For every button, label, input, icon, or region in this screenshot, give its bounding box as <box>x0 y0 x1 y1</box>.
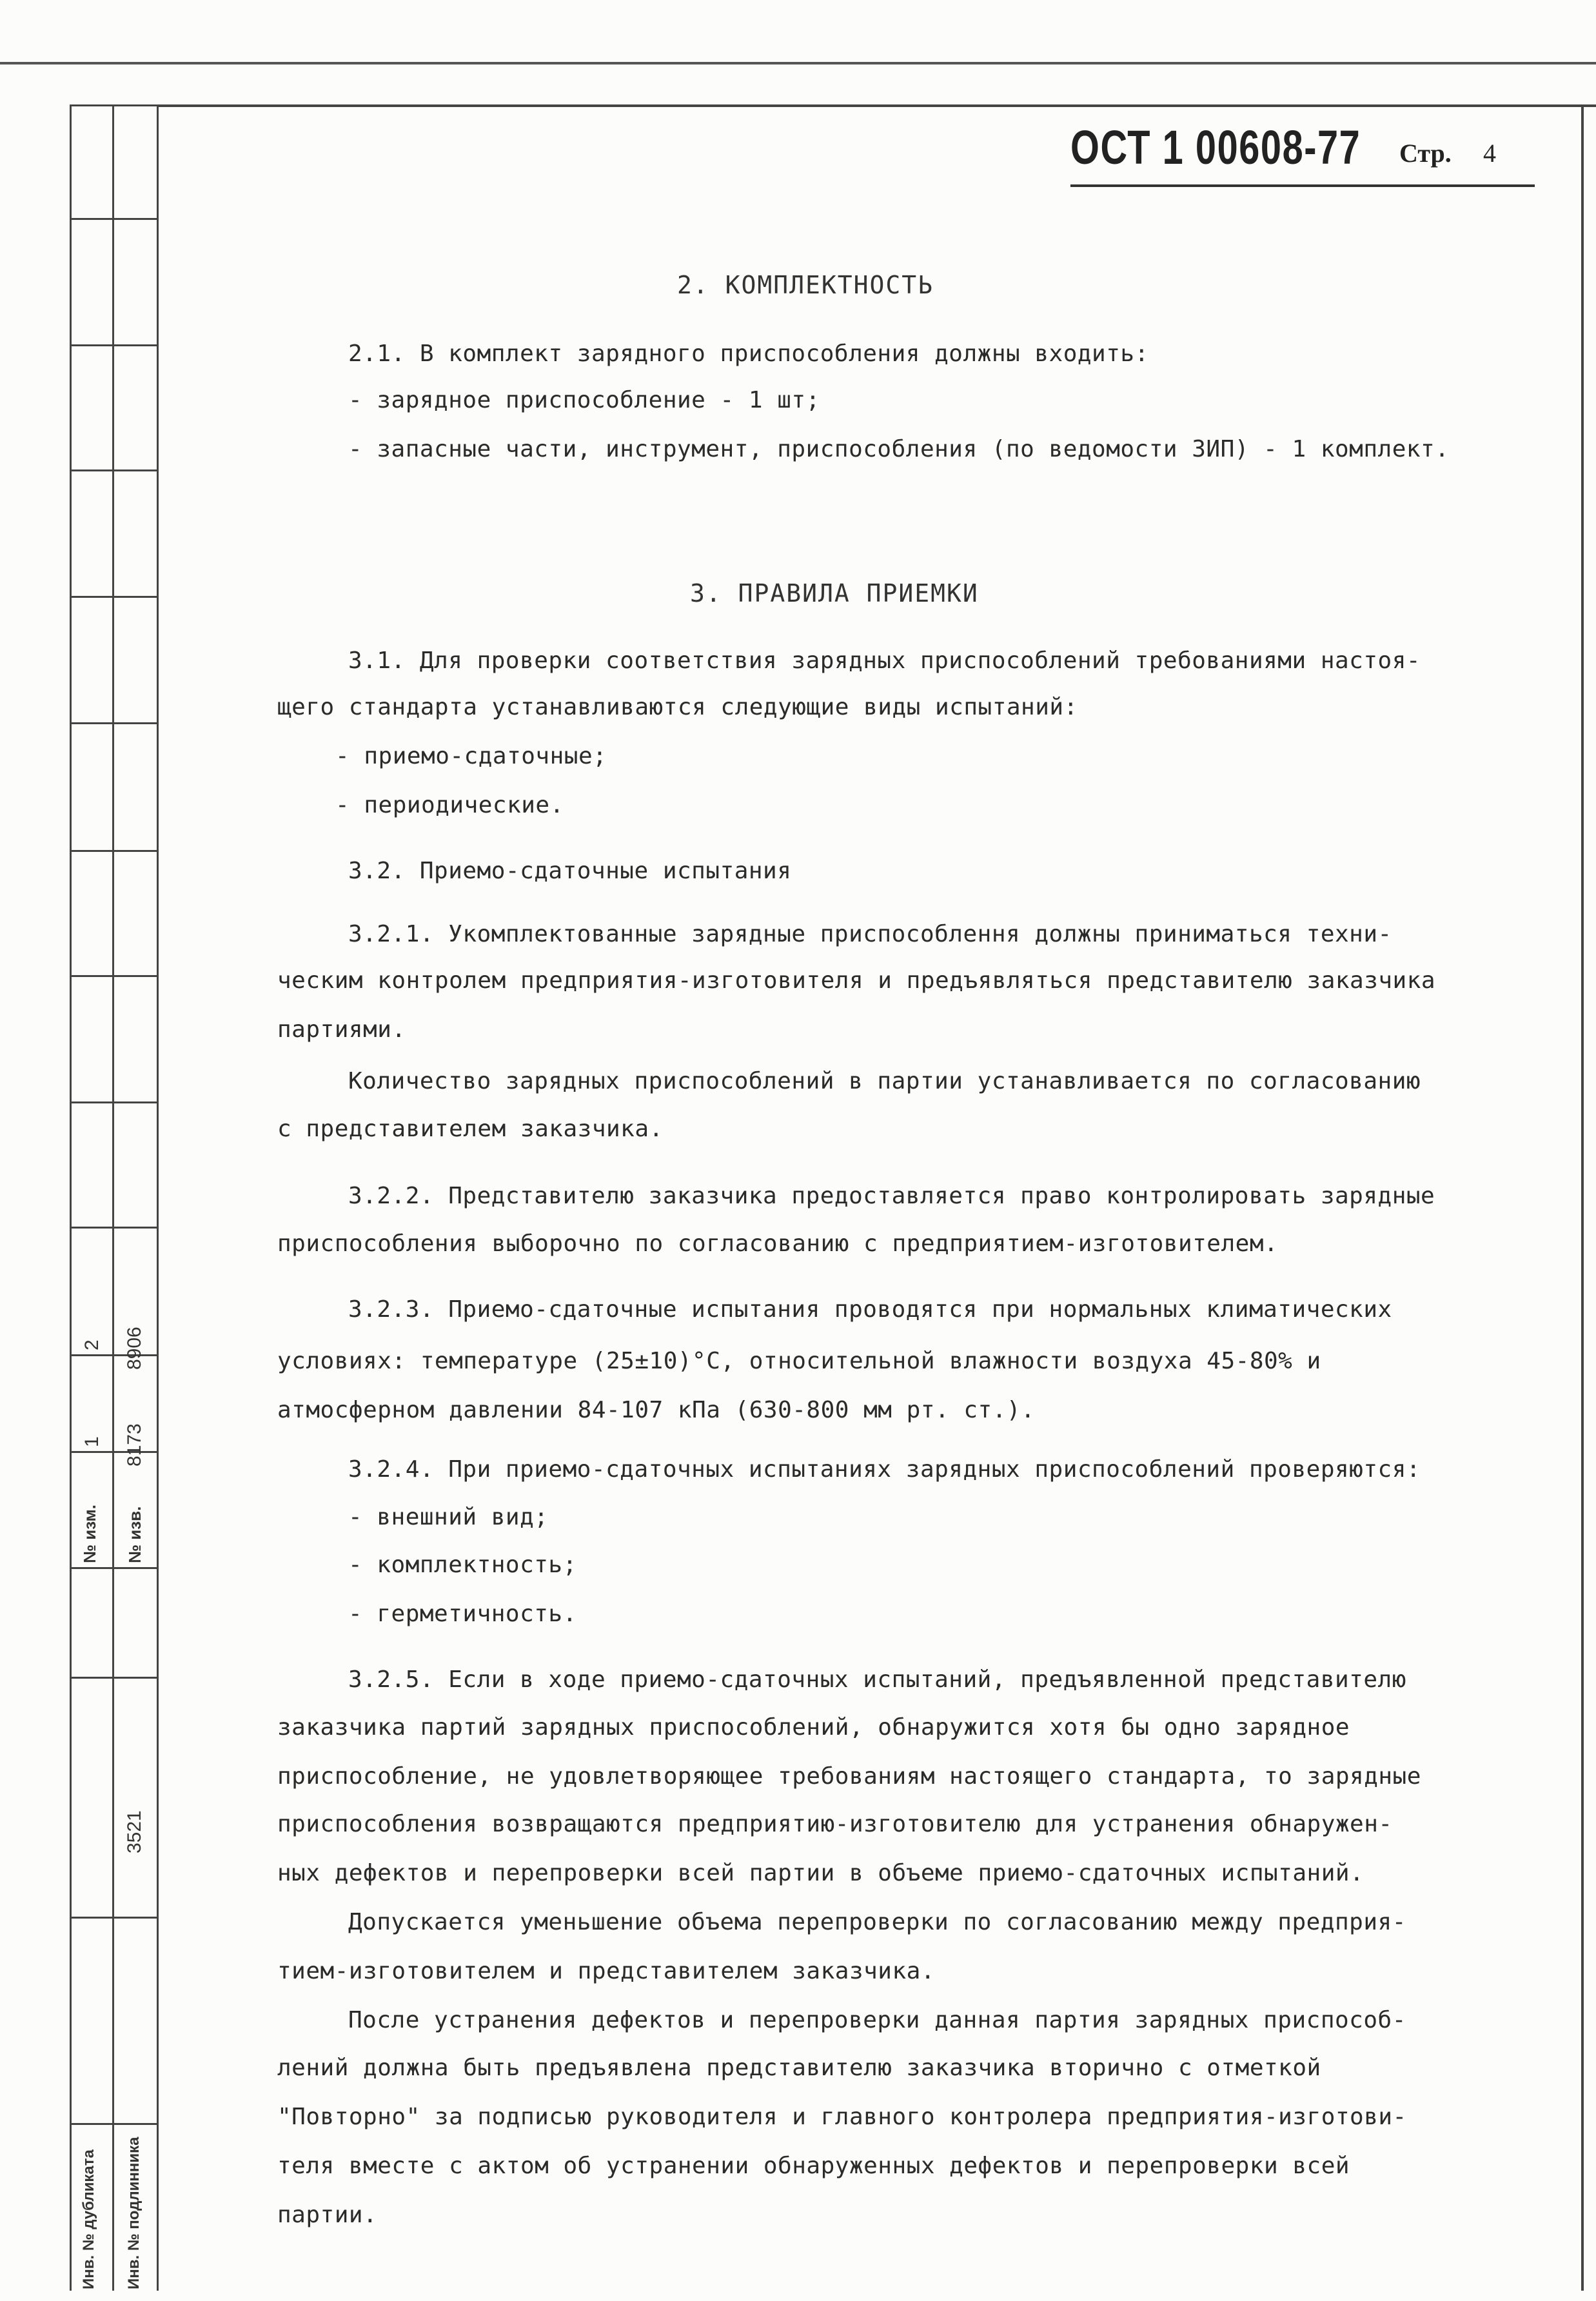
text-line: "Повторно" за подписью руководителя и главного контролера предприятия-изготови- <box>277 2104 1407 2130</box>
text-line: тием-изготовителем и представителем заказчика. <box>277 1958 935 1984</box>
text-line: 3.2.2. Представителю заказчика предоставляется право контролировать зарядные <box>348 1183 1435 1209</box>
text-line: теля вместе с актом об устранении обнаруженных дефектов и перепроверки всей <box>277 2153 1350 2179</box>
strip-line-right <box>157 104 159 2291</box>
top-border-rule <box>0 62 1596 64</box>
text-line: - периодические. <box>335 792 564 818</box>
text-line: приспособление, не удовлетворяющее требованиям настоящего стандарта, то зарядные <box>277 1763 1421 1790</box>
izm-label: № изм. <box>80 1505 99 1563</box>
text-line: атмосферном давлении 84-107 кПа (630-800 мм рт. ст.). <box>277 1397 1036 1423</box>
strip-row-line <box>70 975 159 977</box>
text-line: Допускается уменьшение объема перепроверки по согласованию между предприя- <box>348 1909 1406 1935</box>
text-line: ных дефектов и перепроверки всей партии в объеме приемо-сдаточных испытаний. <box>277 1860 1364 1886</box>
text-line: партиями. <box>277 1016 406 1043</box>
strip-row-line <box>70 1917 159 1919</box>
text-line: - запасные части, инструмент, приспособления (по ведомости ЗИП) - 1 комплект. <box>348 436 1450 462</box>
text-line: 3.2. Приемо-сдаточные испытания <box>348 858 792 884</box>
side-stamp <box>70 104 159 2291</box>
text-line: щего стандарта устанавливаются следующие виды испытаний: <box>277 694 1078 720</box>
strip-row-line <box>70 1101 159 1103</box>
text-line: 3.2.1. Укомплектованные зарядные приспособлення должны приниматься техни- <box>348 921 1392 947</box>
text-line: 3.2.3. Приемо-сдаточные испытания проводятся при нормальных климатических <box>348 1296 1392 1323</box>
strip-row-line <box>70 104 159 106</box>
change-number-1: 1 <box>81 1436 103 1447</box>
text-line: 3.1. Для проверки соответствия зарядных приспособлений требованиями настоя- <box>348 647 1421 674</box>
strip-row-line <box>70 850 159 852</box>
text-line: лений должна быть предъявлена представителю заказчика вторично с отметкой <box>277 2055 1321 2081</box>
text-line: - внешний вид; <box>348 1504 549 1530</box>
strip-line-left <box>70 104 72 2291</box>
text-line: После устранения дефектов и перепроверки данная партия зарядных приспособ- <box>348 2007 1406 2033</box>
text-line: приспособления выборочно по согласованию с предприятием-изготовителем. <box>277 1230 1279 1257</box>
text-line: приспособления возвращаются предприятию-изготовителю для устранения обнаружен- <box>277 1811 1393 1837</box>
text-line: - комплектность; <box>348 1552 577 1578</box>
frame-top <box>159 104 1596 107</box>
text-line: - приемо-сдаточные; <box>335 743 607 769</box>
text-line: Количество зарядных приспособлений в партии устанавливается по согласованию <box>348 1068 1421 1094</box>
text-line: 3.2.5. Если в ходе приемо-сдаточных испытаний, предъявленной представителю <box>348 1666 1406 1693</box>
section-3-title: 3. ПРАВИЛА ПРИЕМКИ <box>690 579 979 607</box>
text-line: заказчика партий зарядных приспособлений, обнаружится хотя бы одно зарядное <box>277 1714 1350 1741</box>
text-line: с представителем заказчика. <box>277 1116 664 1142</box>
notice-number-1: 8173 <box>124 1423 145 1467</box>
inv-duplicate-label: Инв. № дубликата <box>80 2149 97 2289</box>
text-line: 3.2.4. При приемо-сдаточных испытаниях зарядных приспособлений проверяются: <box>348 1456 1421 1483</box>
section-2-title: 2. КОМПЛЕКТНОСТЬ <box>677 271 934 299</box>
strip-row-line <box>70 2123 159 2125</box>
text-line: условиях: температуре (25±10)°С, относительной влажности воздуха 45-80% и <box>277 1348 1321 1374</box>
strip-line-mid <box>112 104 114 2291</box>
strip-row-line <box>70 1567 159 1569</box>
text-line: ческим контролем предприятия-изготовителя и предъявляться представителю заказчика <box>277 967 1436 994</box>
strip-row-line <box>70 722 159 724</box>
page-label: Стр. <box>1399 139 1452 168</box>
frame-right <box>1581 104 1584 2291</box>
text-line: 2.1. В комплект зарядного приспособления должны входить: <box>348 341 1149 367</box>
page-number: 4 <box>1483 139 1496 168</box>
inv-original-label: Инв. № подлинника <box>125 2137 143 2289</box>
izv-label: № изв. <box>125 1506 144 1563</box>
strip-row-line <box>70 1677 159 1679</box>
text-line: - зарядное приспособление - 1 шт; <box>348 387 820 413</box>
strip-row-line <box>70 469 159 471</box>
strip-row-line <box>70 218 159 220</box>
notice-number-2: 8906 <box>124 1327 145 1370</box>
page-header <box>1070 120 1535 187</box>
text-line: партии. <box>277 2202 378 2228</box>
strip-row-line <box>70 344 159 346</box>
duplicate-number: 3521 <box>124 1810 145 1853</box>
strip-row-line <box>70 1227 159 1229</box>
document-code: ОСТ 1 00608-77 <box>1070 121 1361 174</box>
text-line: - герметичность. <box>348 1601 577 1627</box>
strip-row-line <box>70 596 159 598</box>
change-number-2: 2 <box>81 1339 103 1350</box>
